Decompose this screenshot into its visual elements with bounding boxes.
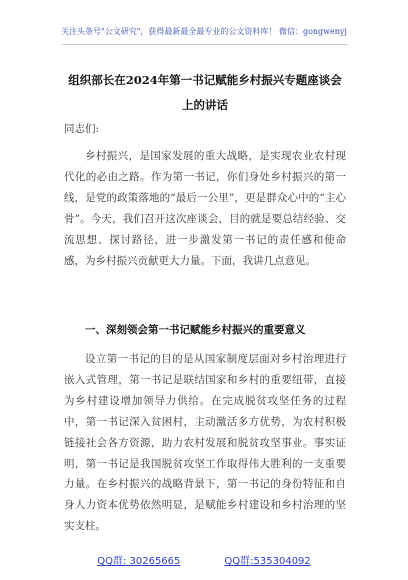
paragraph-intro: 乡村振兴，是国家发展的重大战略，是实现农业农村现代化的必由之路。作为第一书记，你们身处乡村振兴的第一线，是党的政策落地的“最后一公里”，更是群众心中的“主心骨”。今天，我们召开这次座谈会，目的就是要总结经验、交流思想、探讨路径，进一步激发第一书记的责任感和使命感，为乡村振兴贡献更大力量。下面，我讲几点意见。 [64,150,346,267]
document-title: 组织部长在2024年第一书记赋能乡村振兴专题座谈会上的讲话 [68,73,342,112]
paragraph-section-one: 设立第一书记的目的是从国家制度层面对乡村治理进行嵌入式管理，第一书记是联结国家和乡村的重要纽带，直接为乡村建设增加领导力供给。在完成脱贫攻坚任务的过程中，第一书记深入贫困村，主动激活多方优势，为农村积极链接社会各方资源，助力农村发展和脱贫攻坚事业。事实证明，第一书记是我国脱贫攻坚工作取得伟大胜利的一支重要力量。在乡村振兴的战略背景下，第一书记的身份特征和自身人力资本优势依然明显，是赋能乡村建设和乡村治理的坚实支柱。 [64,353,346,533]
section-heading: 一、深刻领会第一书记赋能乡村振兴的重要意义 [85,324,306,336]
footer-contacts [0,552,408,567]
greeting: 同志们: [64,123,100,135]
qq-group-link-1[interactable]: QQ群: 30265665 [97,556,181,567]
header-divider [62,44,348,45]
qq-group-link-2[interactable]: QQ群:535304092 [224,556,311,567]
header-note: 关注头条号"公文研究"，获得最新最全最专业的公文资料库！ 微信：gongwenyj [61,27,347,36]
